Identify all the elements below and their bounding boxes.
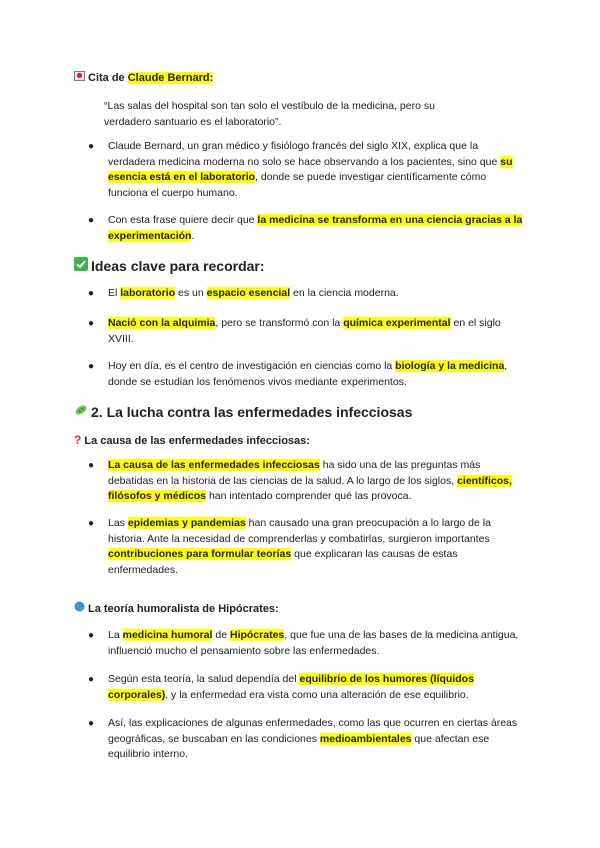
list-item: ● Según esta teoría, la salud dependía del equilibrio de los humores (líquidos corporales), y la enfermedad era vista como una alteración de ese equilibrio. [88, 673, 474, 701]
section-heading-cita: Cita de Claude Bernard: [74, 70, 213, 84]
bullet: ● [88, 718, 95, 729]
bullet: ● [88, 630, 95, 641]
check-mark-icon [74, 257, 88, 274]
hospital-icon [74, 70, 85, 84]
bullet: ● [88, 460, 95, 471]
bullet: ● [88, 288, 95, 299]
section-heading-lucha: 2. La lucha contra las enfermedades infecciosas [74, 403, 412, 420]
list-item: ● Las epidemias y pandemias han causado una gran preocupación a lo largo de la historia. Ante la necesidad de comprenderlas y combatirlas, surgieron importantes contribuciones para formular teorías que explicaran las causas de estas enfermedades. [88, 517, 491, 576]
list-item: ● Con esta frase quiere decir que la medicina se transforma en una ciencia gracias a la experimentación. [88, 214, 523, 242]
list-item: ● Nació con la alquimia, pero se transformó con la química experimental en el siglo XVIII. [88, 317, 501, 345]
section-heading-teoria: La teoría humoralista de Hipócrates: [74, 601, 279, 615]
question-mark-icon: ? [74, 433, 82, 447]
section-heading-ideas: Ideas clave para recordar: [74, 257, 265, 274]
microbe-icon [74, 403, 88, 420]
bullet: ● [88, 518, 95, 529]
bullet: ● [88, 674, 95, 685]
section-heading-causa: ? La causa de las enfermedades infecciosas: [74, 433, 310, 447]
list-item: ● La causa de las enfermedades infecciosas ha sido una de las preguntas más debatidas en la historia de las ciencias de la salud. A lo largo de los siglos, científicos, filósofos y médicos han intentado comprender qué las provoca. [88, 459, 512, 502]
globe-icon [74, 601, 85, 615]
bullet: ● [88, 215, 95, 226]
list-item: ● El laboratorio es un espacio esencial en la ciencia moderna. [108, 286, 528, 302]
quote: “Las salas del hospital son tan solo el vestíbulo de la medicina, pero su verdadero santuario es el laboratorio”. [104, 100, 435, 128]
bullet: ● [88, 318, 95, 329]
bullet: ● [88, 141, 95, 152]
list-item: ● La medicina humoral de Hipócrates, que fue una de las bases de la medicina antigua, influenció mucho el pensamiento sobre las enfermedades. [88, 629, 519, 657]
bullet: ● [88, 361, 95, 372]
list-item: ● Hoy en día, es el centro de investigación en ciencias como la biología y la medicina, donde se estudian los fenómenos vivos mediante experimentos. [88, 360, 508, 388]
list-item: ● Claude Bernard, un gran médico y fisiólogo francés del siglo XIX, explica que la verdadera medicina moderna no solo se hace observando a los pacientes, sino que su esencia está en el laboratorio, donde se puede investigar científicamente cómo funciona el cuerpo humano. [88, 140, 513, 199]
list-item: ● Así, las explicaciones de algunas enfermedades, como las que ocurren en ciertas áreas geográficas, se buscaban en las condiciones medioambientales que afectan ese equilibrio interno. [88, 717, 518, 760]
